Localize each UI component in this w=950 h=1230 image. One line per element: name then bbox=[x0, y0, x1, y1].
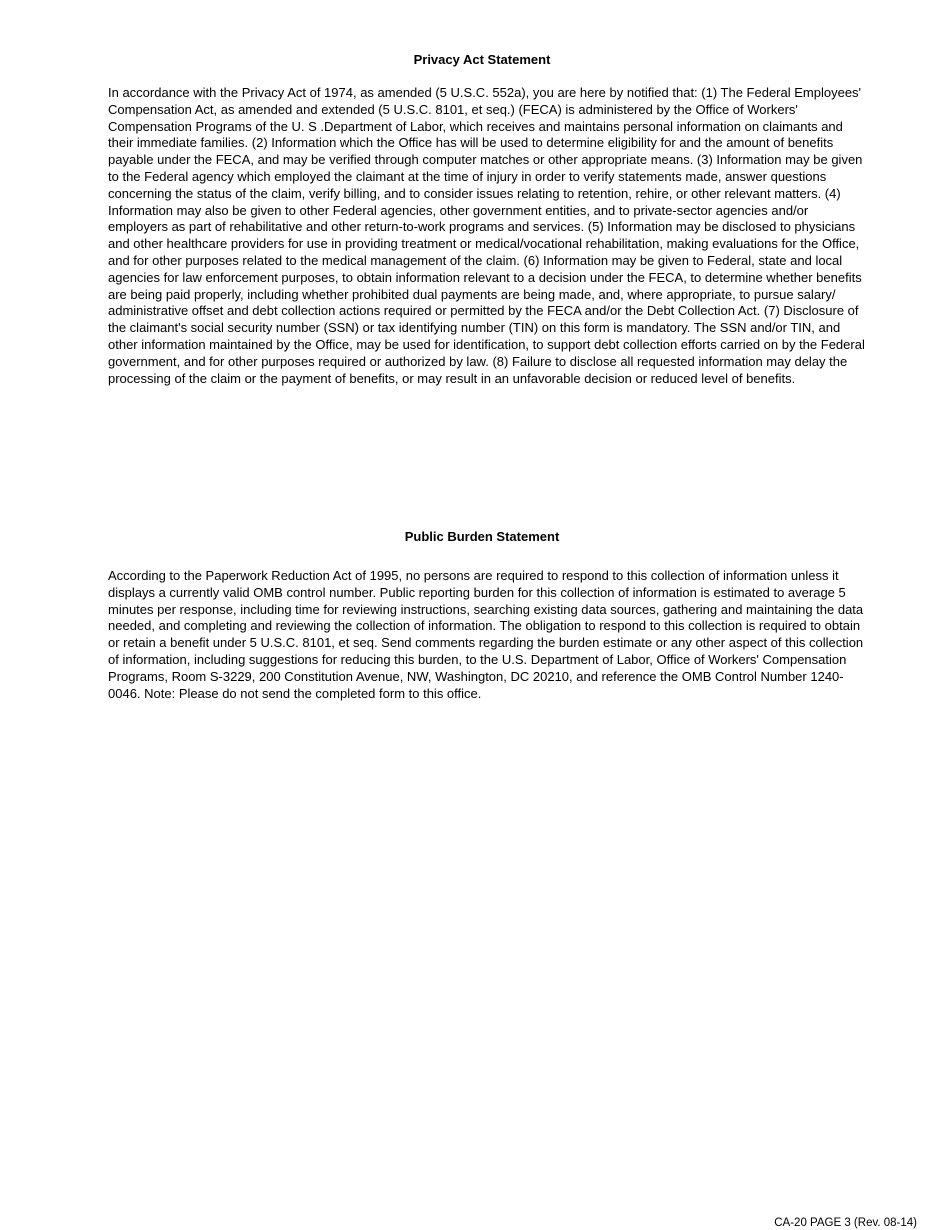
form-page-footer: CA-20 PAGE 3 (Rev. 08-14) bbox=[774, 1217, 917, 1229]
privacy-act-heading: Privacy Act Statement bbox=[413, 52, 551, 67]
public-burden-heading: Public Burden Statement bbox=[404, 529, 560, 544]
public-burden-body: According to the Paperwork Reduction Act of 1995, no persons are required to respond to this collection of information unless it displays a currently valid OMB control number. Public reporting burden for this collection of information is estimated to average 5 minutes per response, including time for reviewing instructions, searching existing data sources, gathering and maintaining the data needed, and completing and reviewing the collection of information. The obligation to respond to this collection is required to obtain or retain a benefit under 5 U.S.C. 8101, et seq. Send comments regarding the burden estimate or any other aspect of this collection of information, including suggestions for reducing this burden, to the U.S. Department of Labor, Office of Workers' Compensation Programs, Room S-3229, 200 Constitution Avenue, NW, Washington, DC 20210, and reference the OMB Control Number 1240-0046. Note: Please do not send the completed form to this office. bbox=[108, 568, 864, 701]
privacy-act-body: In accordance with the Privacy Act of 1974, as amended (5 U.S.C. 552a), you are here by notified that: (1) The Federal Employees' Compensation Act, as amended and extended (5 U.S.C. 8101, et seq.) (FECA) is administered by the Office of Workers' Compensation Programs of the U. S .Department of Labor, which receives and maintains personal information on claimants and their immediate families. (2) Information which the Office has will be used to determine eligibility for and the amount of benefits payable under the FECA, and may be verified through computer matches or other appropriate means. (3) Information may be given to the Federal agency which employed the claimant at the time of injury in order to verify statements made, answer questions concerning the status of the claim, verify billing, and to consider issues relating to retention, rehire, or other relevant matters. (4) Information may also be given to other Federal agencies, other government entities, and to private-sector agencies and/or employers as part of rehabilitative and other return-to-work programs and services. (5) Information may be disclosed to physicians and other healthcare providers for use in providing treatment or medical/vocational rehabilitation, making evaluations for the Office, and for other purposes related to the medical management of the claim. (6) Information may be given to Federal, state and local agencies for law enforcement purposes, to obtain information relevant to a decision under the FECA, to determine whether benefits are being paid properly, including whether prohibited dual payments are being made, and, where appropriate, to pursue salary/ administrative offset and debt collection actions required or permitted by the FECA and/or the Debt Collection Act. (7) Disclosure of the claimant's social security number (SSN) or tax identifying number (TIN) on this form is mandatory. The SSN and/or TIN, and other information maintained by the Office, may be used for identification, to support debt collection efforts carried on by the Federal government, and for other purposes required or authorized by law. (8) Failure to disclose all requested information may delay the processing of the claim or the payment of benefits, or may result in an unfavorable decision or reduced level of benefits. bbox=[108, 85, 865, 386]
